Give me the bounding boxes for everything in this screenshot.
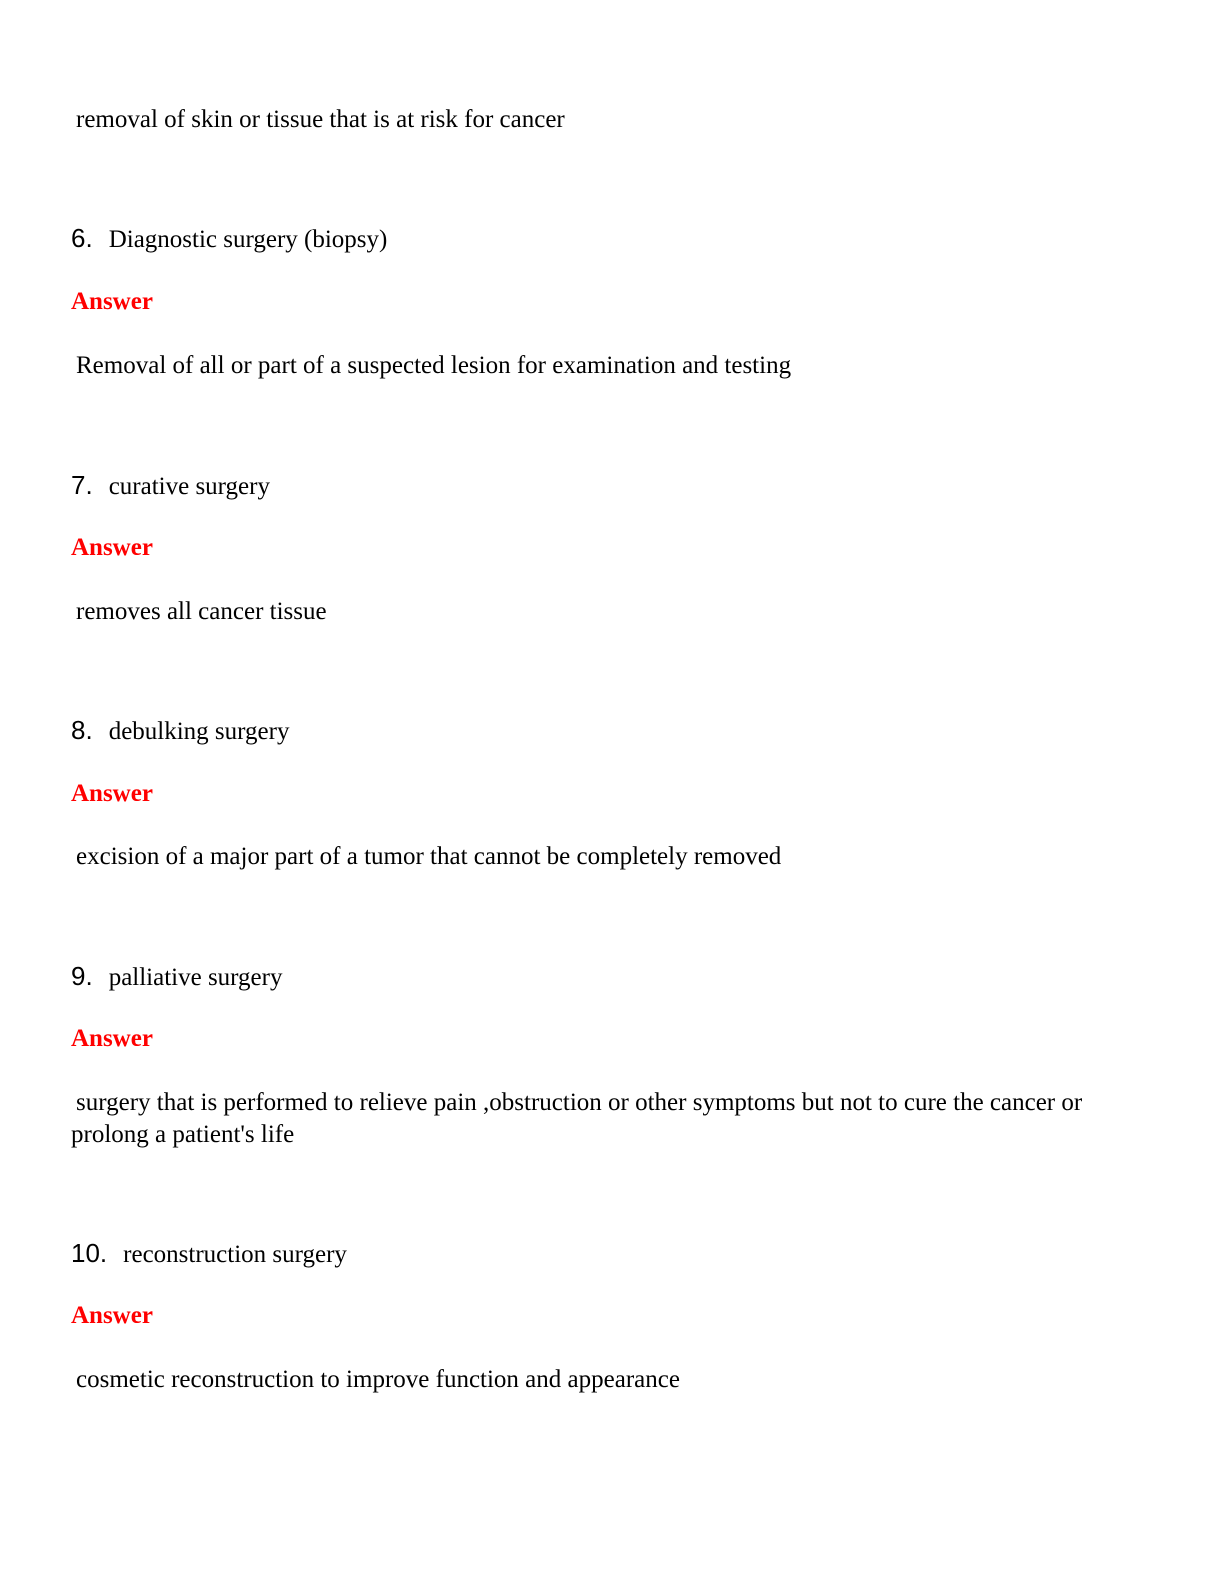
intro-answer-text: removal of skin or tissue that is at risk for cancer xyxy=(76,106,565,133)
question-number: 10. xyxy=(71,1238,108,1268)
question-term: curative surgery xyxy=(108,473,270,500)
question-10 xyxy=(71,1237,347,1271)
question-9 xyxy=(71,960,282,994)
question-7 xyxy=(71,469,270,503)
question-number: 9. xyxy=(71,961,93,991)
answer-label: Answer xyxy=(71,288,153,315)
answer-label: Answer xyxy=(71,1302,153,1329)
answer-label: Answer xyxy=(71,780,153,807)
answer-text: removes all cancer tissue xyxy=(76,598,327,625)
answer-label: Answer xyxy=(71,1025,153,1052)
question-term: palliative surgery xyxy=(108,964,283,991)
question-term: Diagnostic surgery (biopsy) xyxy=(108,226,388,253)
answer-text: surgery that is performed to relieve pain ,obstruction or other symptoms but not to cure the cancer or prolong a patient's life xyxy=(71,1089,1083,1148)
question-number: 7. xyxy=(71,470,93,500)
question-number: 8. xyxy=(71,715,93,745)
question-number: 6. xyxy=(71,223,93,253)
answer-text: cosmetic reconstruction to improve function and appearance xyxy=(76,1366,680,1393)
answer-text: excision of a major part of a tumor that cannot be completely removed xyxy=(76,843,782,870)
answer-text: Removal of all or part of a suspected lesion for examination and testing xyxy=(76,352,792,379)
answer-label: Answer xyxy=(71,534,153,561)
question-6 xyxy=(71,222,387,256)
question-term: reconstruction surgery xyxy=(123,1241,347,1268)
question-term: debulking surgery xyxy=(108,718,290,745)
question-8 xyxy=(71,714,289,748)
